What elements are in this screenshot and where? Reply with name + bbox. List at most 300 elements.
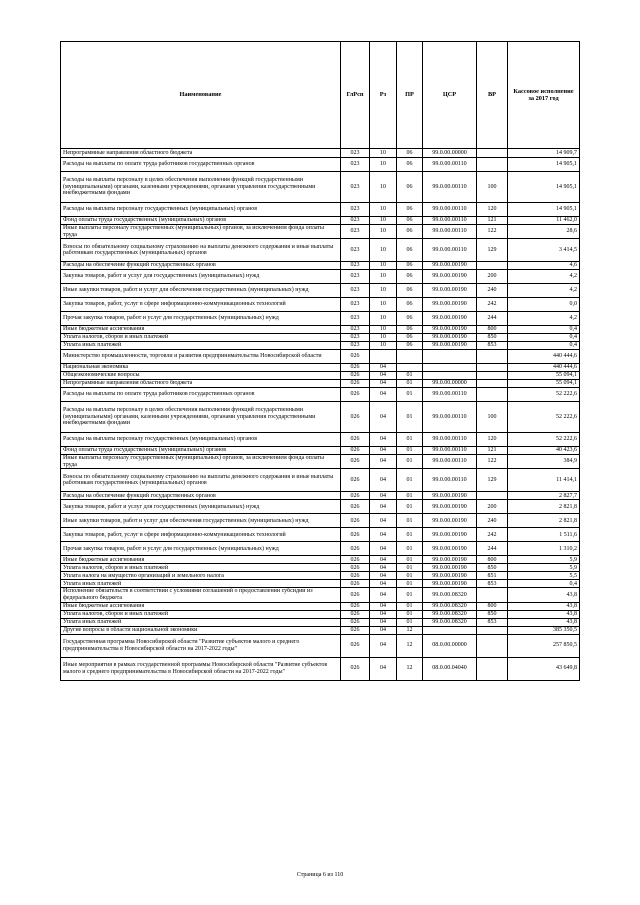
cell-rz: 10	[370, 312, 397, 326]
cell-amount: 2 821,8	[508, 514, 580, 528]
cell-vr	[477, 372, 508, 380]
cell-csr: 99.0.00.00190	[423, 270, 477, 284]
cell-amount: 440 444,6	[508, 350, 580, 364]
cell-name: Расходы на выплаты по оплате труда работников государственных органов	[61, 388, 341, 402]
cell-pr: 01	[397, 372, 423, 380]
table-row	[61, 433, 580, 447]
table-row	[61, 602, 580, 610]
page-footer: Страница 6 из 110	[296, 872, 344, 878]
cell-glrsp: 026	[341, 433, 370, 447]
cell-vr	[477, 262, 508, 270]
cell-amount: 14 905,1	[508, 203, 580, 217]
cell-name: Взносы по обязательному социальному страхованию на выплаты денежного содержания и иные выплаты работникам государственных (муниципальных) органов	[61, 469, 341, 492]
cell-pr: 01	[397, 602, 423, 610]
cell-vr: 122	[477, 225, 508, 239]
cell-pr: 12	[397, 626, 423, 634]
cell-amount: 5,9	[508, 556, 580, 564]
cell-name: Прочая закупка товаров, работ и услуг для государственных (муниципальных) нужд	[61, 542, 341, 556]
cell-vr: 100	[477, 402, 508, 433]
cell-pr: 01	[397, 556, 423, 564]
cell-rz: 04	[370, 380, 397, 388]
cell-rz: 10	[370, 284, 397, 298]
cell-rz: 04	[370, 514, 397, 528]
cell-rz: 04	[370, 657, 397, 680]
cell-vr: 100	[477, 172, 508, 203]
cell-rz: 10	[370, 262, 397, 270]
table-row	[61, 388, 580, 402]
cell-vr: 800	[477, 326, 508, 334]
cell-rz: 04	[370, 626, 397, 634]
table-row	[61, 372, 580, 380]
table-row	[61, 618, 580, 626]
table-header-row	[61, 42, 580, 149]
table-row	[61, 262, 580, 270]
cell-vr: 244	[477, 312, 508, 326]
table-row	[61, 342, 580, 350]
cell-name: Национальная экономика	[61, 364, 341, 372]
cell-pr: 01	[397, 572, 423, 580]
cell-pr: 01	[397, 492, 423, 500]
cell-vr: 242	[477, 528, 508, 542]
cell-pr: 01	[397, 469, 423, 492]
cell-amount: 40 423,6	[508, 447, 580, 455]
cell-amount: 2 827,7	[508, 492, 580, 500]
cell-rz: 04	[370, 610, 397, 618]
cell-csr: 99.0.00.00110	[423, 217, 477, 225]
cell-pr: 06	[397, 262, 423, 270]
table-row	[61, 203, 580, 217]
cell-name: Иные выплаты персоналу государственных (муниципальных) органов, за исключением фонда оплаты труда	[61, 225, 341, 239]
cell-glrsp: 023	[341, 172, 370, 203]
cell-glrsp: 026	[341, 626, 370, 634]
cell-vr	[477, 149, 508, 158]
cell-name: Общеэкономические вопросы	[61, 372, 341, 380]
cell-csr: 99.0.00.00190	[423, 298, 477, 312]
cell-pr: 01	[397, 433, 423, 447]
cell-csr: 99.0.00.00190	[423, 262, 477, 270]
cell-csr: 99.0.00.08320	[423, 610, 477, 618]
cell-glrsp: 026	[341, 364, 370, 372]
cell-csr: 99.0.00.00000	[423, 380, 477, 388]
cell-vr: 853	[477, 342, 508, 350]
table-row	[61, 492, 580, 500]
cell-amount: 0,0	[508, 298, 580, 312]
cell-csr	[423, 626, 477, 634]
cell-glrsp: 023	[341, 334, 370, 342]
cell-amount: 0,4	[508, 342, 580, 350]
cell-name: Закупка товаров, работ и услуг для государственных (муниципальных) нужд	[61, 270, 341, 284]
cell-amount: 5,9	[508, 564, 580, 572]
cell-rz: 04	[370, 542, 397, 556]
cell-name: Расходы на выплаты персоналу государственных (муниципальных) органов	[61, 203, 341, 217]
cell-csr: 99.0.00.00110	[423, 388, 477, 402]
header-glrsp: ГлРсп	[341, 42, 370, 149]
cell-rz: 10	[370, 203, 397, 217]
cell-name: Фонд оплаты труда государственных (муниципальных) органов	[61, 447, 341, 455]
cell-csr: 99.0.00.00190	[423, 514, 477, 528]
cell-name: Уплата иных платежей	[61, 580, 341, 588]
cell-csr: 99.0.00.08320	[423, 602, 477, 610]
cell-vr: 850	[477, 564, 508, 572]
cell-rz: 04	[370, 455, 397, 469]
cell-name: Расходы на выплаты персоналу государственных (муниципальных) органов	[61, 433, 341, 447]
cell-rz: 10	[370, 270, 397, 284]
cell-rz: 04	[370, 364, 397, 372]
cell-glrsp: 023	[341, 239, 370, 262]
table-row	[61, 284, 580, 298]
cell-pr: 06	[397, 225, 423, 239]
cell-csr: 99.0.00.00190	[423, 572, 477, 580]
cell-glrsp: 026	[341, 380, 370, 388]
cell-glrsp: 023	[341, 326, 370, 334]
cell-glrsp: 026	[341, 657, 370, 680]
cell-vr: 129	[477, 239, 508, 262]
cell-glrsp: 026	[341, 634, 370, 657]
cell-vr: 120	[477, 433, 508, 447]
header-name: Наименование	[61, 42, 341, 149]
cell-amount: 14 905,1	[508, 172, 580, 203]
cell-pr: 01	[397, 528, 423, 542]
cell-csr: 99.0.00.00110	[423, 203, 477, 217]
table-row	[61, 634, 580, 657]
cell-name: Уплата налога на имущество организаций и земельного налога	[61, 572, 341, 580]
cell-amount: 11 414,1	[508, 469, 580, 492]
cell-rz: 04	[370, 528, 397, 542]
cell-rz: 10	[370, 326, 397, 334]
cell-amount: 43,8	[508, 610, 580, 618]
cell-pr: 01	[397, 447, 423, 455]
cell-name: Уплата налогов, сборов и иных платежей	[61, 564, 341, 572]
cell-glrsp: 026	[341, 602, 370, 610]
cell-rz: 04	[370, 602, 397, 610]
table-row	[61, 312, 580, 326]
cell-vr: 800	[477, 556, 508, 564]
table-row	[61, 172, 580, 203]
cell-rz: 10	[370, 334, 397, 342]
cell-vr: 121	[477, 217, 508, 225]
cell-rz: 04	[370, 492, 397, 500]
cell-rz: 10	[370, 225, 397, 239]
cell-glrsp: 026	[341, 402, 370, 433]
header-csr: ЦСР	[423, 42, 477, 149]
cell-csr: 99.0.00.00190	[423, 564, 477, 572]
table-row	[61, 564, 580, 572]
cell-pr: 06	[397, 312, 423, 326]
cell-name: Расходы на выплаты по оплате труда работников государственных органов	[61, 158, 341, 172]
cell-rz: 04	[370, 433, 397, 447]
cell-amount: 4,2	[508, 270, 580, 284]
cell-pr: 06	[397, 217, 423, 225]
cell-name: Иные бюджетные ассигнования	[61, 602, 341, 610]
cell-rz: 04	[370, 469, 397, 492]
cell-amount: 4,2	[508, 312, 580, 326]
cell-name: Иные закупки товаров, работ и услуг для обеспечения государственных (муниципальных) нужд	[61, 514, 341, 528]
cell-csr: 99.0.00.08320	[423, 588, 477, 602]
cell-csr: 99.0.00.00190	[423, 342, 477, 350]
table-row	[61, 270, 580, 284]
cell-glrsp: 026	[341, 500, 370, 514]
cell-amount: 0,4	[508, 326, 580, 334]
cell-amount: 4,2	[508, 284, 580, 298]
cell-glrsp: 026	[341, 588, 370, 602]
table-row	[61, 580, 580, 588]
cell-csr: 99.0.00.00190	[423, 556, 477, 564]
cell-vr: 851	[477, 572, 508, 580]
cell-glrsp: 026	[341, 492, 370, 500]
cell-csr	[423, 364, 477, 372]
cell-amount: 0,4	[508, 334, 580, 342]
cell-amount: 43,8	[508, 588, 580, 602]
cell-name: Министерство промышленности, торговли и развития предпринимательства Новосибирской области	[61, 350, 341, 364]
cell-csr: 08.0.00.04040	[423, 657, 477, 680]
cell-glrsp: 023	[341, 149, 370, 158]
cell-amount: 2 821,8	[508, 500, 580, 514]
cell-glrsp: 026	[341, 556, 370, 564]
cell-glrsp: 023	[341, 312, 370, 326]
cell-amount: 55 094,1	[508, 372, 580, 380]
cell-name: Закупка товаров, работ, услуг в сфере информационно-коммуникационных технологий	[61, 298, 341, 312]
cell-glrsp: 026	[341, 447, 370, 455]
cell-amount: 52 222,6	[508, 402, 580, 433]
cell-vr: 122	[477, 455, 508, 469]
cell-rz: 04	[370, 572, 397, 580]
header-rz: Рз	[370, 42, 397, 149]
cell-vr: 853	[477, 580, 508, 588]
cell-name: Непрограммные направления областного бюджета	[61, 149, 341, 158]
cell-csr: 99.0.00.00190	[423, 326, 477, 334]
cell-name: Иные бюджетные ассигнования	[61, 326, 341, 334]
cell-vr: 853	[477, 618, 508, 626]
table-row	[61, 626, 580, 634]
table-row	[61, 514, 580, 528]
table-row	[61, 217, 580, 225]
cell-rz	[370, 350, 397, 364]
cell-name: Расходы на выплаты персоналу в целях обеспечения выполнения функций государственными (муниципальными) органами, казенными учреждениями, органами управления государственными внебюджетными фондами	[61, 172, 341, 203]
cell-glrsp: 023	[341, 262, 370, 270]
table-row	[61, 364, 580, 372]
cell-vr	[477, 657, 508, 680]
cell-glrsp: 026	[341, 542, 370, 556]
table-row	[61, 334, 580, 342]
cell-name: Прочая закупка товаров, работ и услуг для государственных (муниципальных) нужд	[61, 312, 341, 326]
cell-name: Закупка товаров, работ, услуг в сфере информационно-коммуникационных технологий	[61, 528, 341, 542]
table-row	[61, 572, 580, 580]
cell-rz: 10	[370, 172, 397, 203]
cell-vr: 121	[477, 447, 508, 455]
cell-rz: 10	[370, 158, 397, 172]
cell-pr: 01	[397, 618, 423, 626]
cell-glrsp: 026	[341, 350, 370, 364]
cell-rz: 04	[370, 372, 397, 380]
cell-csr: 99.0.00.00190	[423, 528, 477, 542]
cell-glrsp: 023	[341, 342, 370, 350]
cell-csr: 99.0.00.00190	[423, 312, 477, 326]
cell-name: Исполнение обязательств в соответствии с условиями соглашений о предоставлении субсидии из федерального бюджета	[61, 588, 341, 602]
cell-rz: 10	[370, 149, 397, 158]
cell-glrsp: 026	[341, 455, 370, 469]
cell-amount: 1 310,2	[508, 542, 580, 556]
cell-pr: 01	[397, 564, 423, 572]
cell-vr	[477, 634, 508, 657]
cell-vr	[477, 364, 508, 372]
cell-amount: 4,6	[508, 262, 580, 270]
cell-csr: 99.0.00.00110	[423, 455, 477, 469]
table-row	[61, 610, 580, 618]
table-row	[61, 350, 580, 364]
cell-glrsp: 023	[341, 225, 370, 239]
cell-csr: 99.0.00.00190	[423, 542, 477, 556]
cell-pr: 01	[397, 580, 423, 588]
cell-glrsp: 026	[341, 610, 370, 618]
cell-rz: 10	[370, 239, 397, 262]
cell-csr: 99.0.00.00110	[423, 225, 477, 239]
cell-glrsp: 026	[341, 514, 370, 528]
header-vr: ВР	[477, 42, 508, 149]
cell-name: Расходы на обеспечение функций государственных органов	[61, 492, 341, 500]
table-row	[61, 239, 580, 262]
cell-csr: 99.0.00.08320	[423, 618, 477, 626]
cell-name: Уплата налогов, сборов и иных платежей	[61, 610, 341, 618]
cell-pr: 06	[397, 342, 423, 350]
cell-vr: 850	[477, 334, 508, 342]
table-row	[61, 402, 580, 433]
cell-name: Расходы на обеспечение функций государственных органов	[61, 262, 341, 270]
cell-csr: 08.0.00.00000	[423, 634, 477, 657]
cell-csr: 99.0.00.00190	[423, 284, 477, 298]
cell-glrsp: 026	[341, 388, 370, 402]
cell-rz: 04	[370, 388, 397, 402]
cell-csr: 99.0.00.00190	[423, 580, 477, 588]
cell-csr: 99.0.00.00190	[423, 500, 477, 514]
cell-vr	[477, 350, 508, 364]
table-row	[61, 380, 580, 388]
cell-vr: 200	[477, 270, 508, 284]
table-row	[61, 158, 580, 172]
header-amount: Кассовое исполнение за 2017 год	[508, 42, 580, 149]
cell-amount: 55 094,1	[508, 380, 580, 388]
table-row	[61, 326, 580, 334]
cell-amount: 14 909,7	[508, 149, 580, 158]
table-body	[61, 149, 580, 681]
cell-pr: 12	[397, 634, 423, 657]
cell-vr	[477, 158, 508, 172]
cell-csr: 99.0.00.00110	[423, 447, 477, 455]
cell-csr	[423, 350, 477, 364]
cell-rz: 04	[370, 618, 397, 626]
cell-amount: 3 414,5	[508, 239, 580, 262]
cell-rz: 04	[370, 500, 397, 514]
cell-vr: 242	[477, 298, 508, 312]
cell-glrsp: 026	[341, 580, 370, 588]
cell-pr: 06	[397, 172, 423, 203]
cell-csr: 99.0.00.00190	[423, 334, 477, 342]
cell-glrsp: 023	[341, 158, 370, 172]
cell-pr: 01	[397, 455, 423, 469]
cell-glrsp: 026	[341, 572, 370, 580]
table-row	[61, 469, 580, 492]
cell-name: Уплата иных платежей	[61, 618, 341, 626]
cell-amount: 28,6	[508, 225, 580, 239]
table-row	[61, 149, 580, 158]
cell-name: Фонд оплаты труда государственных (муниципальных) органов	[61, 217, 341, 225]
table-row	[61, 542, 580, 556]
cell-glrsp: 023	[341, 270, 370, 284]
cell-vr: 240	[477, 514, 508, 528]
cell-vr: 850	[477, 610, 508, 618]
cell-vr: 240	[477, 284, 508, 298]
cell-glrsp: 026	[341, 469, 370, 492]
cell-vr: 129	[477, 469, 508, 492]
cell-pr: 01	[397, 402, 423, 433]
cell-amount: 43,8	[508, 618, 580, 626]
cell-csr: 99.0.00.00110	[423, 433, 477, 447]
cell-glrsp: 023	[341, 203, 370, 217]
cell-pr: 06	[397, 203, 423, 217]
cell-amount: 52 222,6	[508, 388, 580, 402]
cell-rz: 04	[370, 634, 397, 657]
cell-rz: 10	[370, 217, 397, 225]
table-row	[61, 556, 580, 564]
header-pr: ПР	[397, 42, 423, 149]
cell-vr: 200	[477, 500, 508, 514]
cell-glrsp: 026	[341, 618, 370, 626]
cell-rz: 04	[370, 580, 397, 588]
cell-csr: 99.0.00.00110	[423, 469, 477, 492]
cell-glrsp: 023	[341, 217, 370, 225]
cell-pr: 06	[397, 239, 423, 262]
cell-name: Государственная программа Новосибирской области "Развитие субъектов малого и среднего предпринимательства в Новосибирской области на 2017-2022 годы"	[61, 634, 341, 657]
cell-pr: 06	[397, 158, 423, 172]
cell-amount: 0,4	[508, 580, 580, 588]
cell-glrsp: 023	[341, 298, 370, 312]
cell-pr	[397, 350, 423, 364]
cell-amount: 11 462,0	[508, 217, 580, 225]
cell-csr: 99.0.00.00110	[423, 172, 477, 203]
cell-name: Иные выплаты персоналу государственных (муниципальных) органов, за исключением фонда оплаты труда	[61, 455, 341, 469]
cell-name: Взносы по обязательному социальному страхованию на выплаты денежного содержания и иные выплаты работникам государственных (муниципальных) органов	[61, 239, 341, 262]
table-row	[61, 657, 580, 680]
cell-amount: 1 511,6	[508, 528, 580, 542]
cell-vr	[477, 626, 508, 634]
cell-pr: 06	[397, 270, 423, 284]
cell-pr: 06	[397, 149, 423, 158]
table-row	[61, 455, 580, 469]
cell-pr: 06	[397, 334, 423, 342]
cell-rz: 04	[370, 588, 397, 602]
cell-glrsp: 026	[341, 564, 370, 572]
cell-csr	[423, 372, 477, 380]
cell-vr	[477, 380, 508, 388]
cell-amount: 5,5	[508, 572, 580, 580]
cell-amount: 43,8	[508, 602, 580, 610]
cell-rz: 04	[370, 402, 397, 433]
cell-amount: 43 649,8	[508, 657, 580, 680]
cell-pr	[397, 364, 423, 372]
cell-glrsp: 023	[341, 284, 370, 298]
cell-pr: 06	[397, 326, 423, 334]
cell-pr: 06	[397, 298, 423, 312]
cell-vr	[477, 388, 508, 402]
cell-pr: 01	[397, 388, 423, 402]
cell-pr: 06	[397, 284, 423, 298]
cell-pr: 01	[397, 610, 423, 618]
cell-amount: 52 222,6	[508, 433, 580, 447]
cell-rz: 04	[370, 556, 397, 564]
budget-table	[60, 41, 580, 681]
cell-rz: 10	[370, 342, 397, 350]
table-row	[61, 528, 580, 542]
cell-csr: 99.0.00.00110	[423, 239, 477, 262]
